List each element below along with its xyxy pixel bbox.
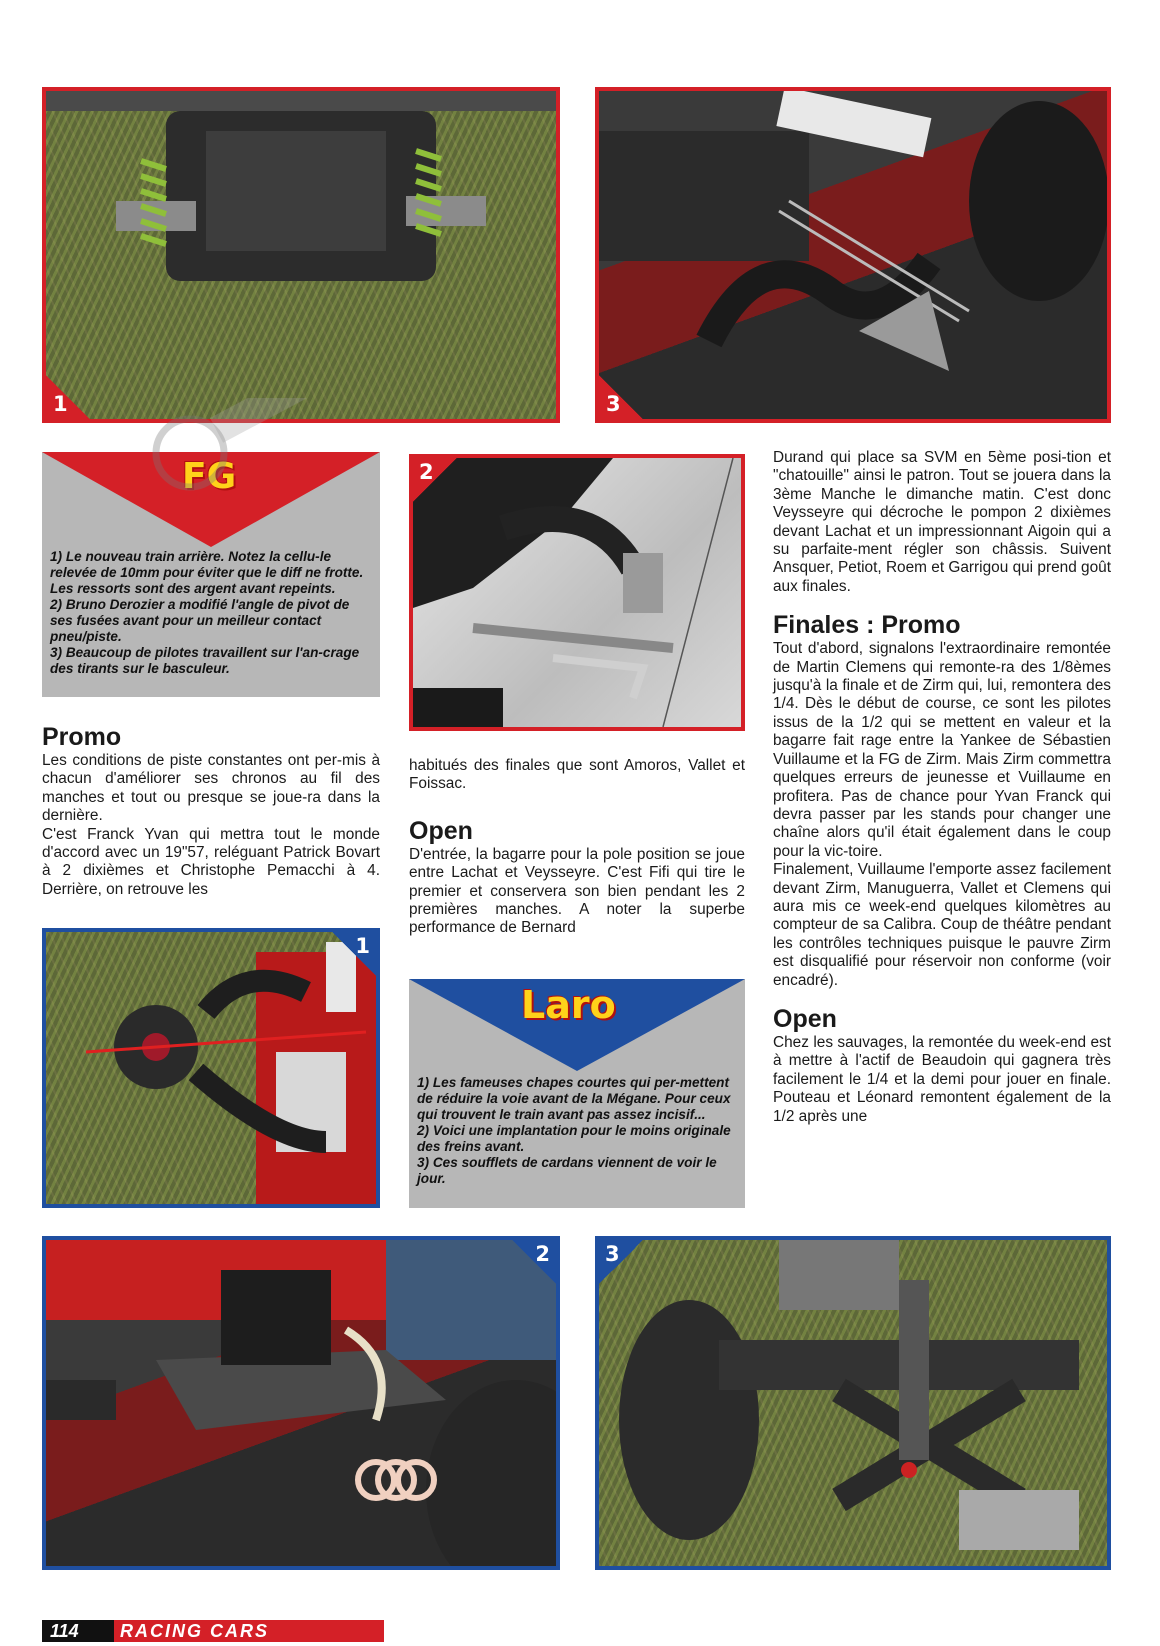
chassis-rear-illustration (46, 91, 556, 419)
laro-caption-box (409, 979, 745, 1208)
page-footer (42, 1620, 342, 1642)
photo-mid-center (409, 454, 745, 731)
photo-number-badge: 1 (332, 932, 376, 976)
section-heading-promo: Promo (42, 723, 122, 751)
body-paragraph: Durand qui place sa SVM en 5ème posi-tion et "chatouille" ainsi le patron. Tout se jouera dans la 3ème Manche le dimanche matin. C'est donc Veysseyre qui décroche le pompon 2 dixièmes devant Lachat et un impressionnant Aigoin qui a su parfaite-ment régler son châssis. Suivent Ansquer, Petiot, Roem et Garrigou qui prend goût aux finales. (773, 449, 1111, 595)
cardan-illustration (599, 1240, 1107, 1566)
body-paragraph: Les conditions de piste constantes ont per-mis à chacun d'améliorer ses chronos au fil des manches et tout ou presque se joue-ra dans la dernière. (42, 752, 380, 825)
page-number: 114 (50, 1621, 79, 1641)
caption-line: 1) Le nouveau train arrière. Notez la cellu-le relevée de 10mm pour éviter que le diff ne frotte. Les ressorts sont des argent avant repeints. (50, 549, 364, 596)
fg-caption-box (42, 452, 380, 697)
laro-logo: Laro (521, 983, 616, 1027)
caption-line: 1) Les fameuses chapes courtes qui per-mettent de réduire la voie avant de la Mégane. Pour ceux qui trouvent le train avant pas assez incisif... (417, 1075, 731, 1122)
photo-top-left (42, 87, 560, 423)
caption-line: 2) Voici une implantation pour le moins originale des freins avant. (417, 1123, 731, 1154)
column-3-text (773, 449, 1111, 1126)
section-heading-finales-promo: Finales : Promo (773, 611, 961, 640)
chassis-detail-illustration (599, 91, 1107, 419)
photo-bottom-left (42, 1236, 560, 1570)
section-heading-open: Open (409, 816, 473, 845)
laro-caption (417, 1075, 735, 1187)
section-heading-open: Open (773, 1004, 837, 1033)
column-1-text (42, 722, 380, 899)
photo-top-right (595, 87, 1111, 423)
photo-number-badge: 2 (512, 1240, 556, 1284)
body-paragraph: C'est Franck Yvan qui mettra tout le monde d'accord avec un 19"57, reléguant Patrick Bovart à 2 dixièmes et Christophe Pemacchi à 4. Derrière, on retrouve les (42, 825, 380, 898)
photo-number-badge: 3 (599, 375, 643, 419)
column-2-text (409, 757, 745, 938)
caption-line: 3) Ces soufflets de cardans viennent de voir le jour. (417, 1155, 717, 1186)
front-pivot-illustration (413, 458, 741, 727)
photo-number-badge: 2 (413, 458, 457, 502)
body-paragraph: Tout d'abord, signalons l'extraordinaire remontée de Martin Clemens qui remonte-ra des 1/8èmes jusqu'à la finale et de Zirm qui, lui, remontera des 1/4. Dès le début de course, ce sont les pilotes issus de la 1/2 qui se mettent en valeur et la bagarre fait rage entre la Yankee de Sébastien Vuillaume et la FG de Zirm. Mais Zirm commettra quelques erreurs de jeunesse et Vuillaume en profitera. Pas de chance pour Yvan Franck qui devra passer par les stands pour changer une chaîne alors qu'il était également dans le coup pour la vic-toire. (773, 640, 1111, 860)
photo-bottom-right (595, 1236, 1111, 1570)
fg-logo: FG (182, 456, 237, 497)
photo-number-badge: 1 (46, 375, 90, 419)
photo-mid-left (42, 928, 380, 1208)
servo-illustration (46, 1240, 556, 1566)
magazine-logo: RACING CARS (114, 1620, 384, 1642)
caption-line: 3) Beaucoup de pilotes travaillent sur l'an-crage des tirants sur le basculeur. (50, 645, 360, 676)
body-paragraph: Finalement, Vuillaume l'emporte assez facilement devant Zirm, Manuguerra, Vallet et Clemens qui aura mis ce week-end quelques kilomètres au compteur de sa Calibra. Coup de théâtre pendant les contrôles techniques puisque le pauvre Zirm est disqualifié pour réservoir non conforme (voir encadré). (773, 861, 1111, 989)
photo-number-badge: 3 (599, 1240, 643, 1284)
body-paragraph: D'entrée, la bagarre pour la pole position se joue entre Lachat et Veysseyre. C'est Fifi qui tire le premier et conservera son bien pendant les 2 premières manches. A noter la superbe performance de Bernard (409, 845, 745, 937)
body-paragraph: habitués des finales que sont Amoros, Vallet et Foissac. (409, 757, 745, 793)
front-brake-illustration (46, 932, 376, 1204)
body-paragraph: Chez les sauvages, la remontée du week-end est à mettre à l'actif de Beaudoin qui gagnera très facilement le 1/4 et la demi pour jouer en finale. Pouteau et Léonard remontent également de la 1/2 après une (773, 1033, 1111, 1125)
caption-line: 2) Bruno Derozier a modifié l'angle de pivot de ses fusées avant pour un meilleur contact pneu/piste. (50, 597, 350, 644)
fg-caption (50, 549, 370, 677)
